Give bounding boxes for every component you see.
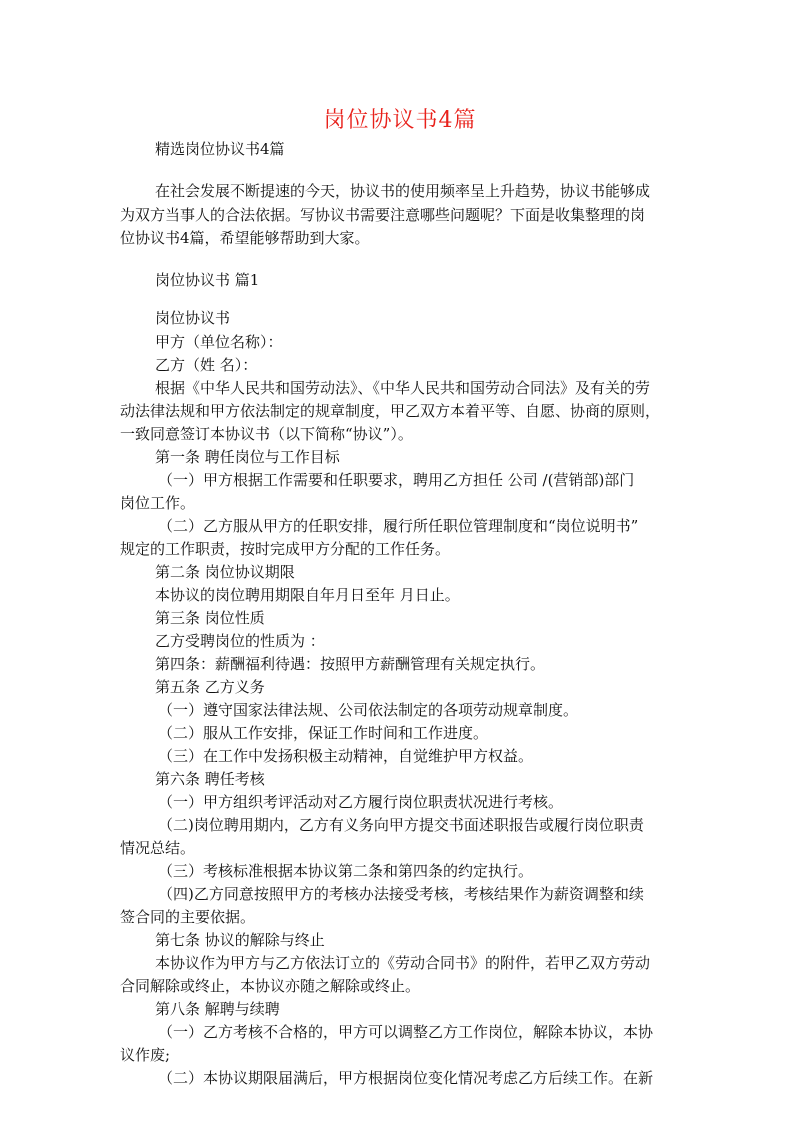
- article-heading: 第八条 解聘与续聘: [155, 1000, 280, 1018]
- body-line: 甲方（单位名称）：: [155, 333, 283, 351]
- article-heading: 第三条 岗位性质: [155, 609, 265, 627]
- body-line: （三）在工作中发扬积极主动精神，自觉维护甲方权益。: [158, 747, 534, 765]
- body-line: （三）考核标准根据本协议第二条和第四条的约定执行。: [158, 862, 534, 880]
- article-heading: 第七条 协议的解除与终止: [155, 931, 325, 949]
- article-heading: 第六条 聘任考核: [155, 770, 265, 788]
- body-line: （二)岗位聘用期内，乙方有义务向甲方提交书面述职报告或履行岗位职责: [158, 816, 644, 834]
- body-line: （一）乙方考核不合格的，甲方可以调整乙方工作岗位，解除本协议，本协: [158, 1023, 654, 1041]
- body-line: （一）遵守国家法律法规、公司依法制定的各项劳动规章制度。: [158, 701, 579, 719]
- body-line: 岗位协议书: [155, 309, 231, 327]
- body-line: 乙方受聘岗位的性质为 ：: [155, 632, 325, 650]
- body-line: （一）甲方根据工作需要和任职要求，聘用乙方担任 公司 /(营销部)部门: [158, 471, 635, 489]
- body-line: 规定的工作职责，按时完成甲方分配的工作任务。: [120, 540, 451, 558]
- body-line: 情况总结。: [120, 839, 196, 857]
- article-heading: 第一条 聘任岗位与工作目标: [155, 448, 340, 466]
- article-heading: 第五条 乙方义务: [155, 678, 265, 696]
- body-line: 合同解除或终止，本协议亦随之解除或终止。: [120, 977, 421, 995]
- intro-line: 位协议书4篇，希望能够帮助到大家。: [120, 229, 370, 247]
- body-line: 岗位工作。: [120, 494, 196, 512]
- intro-line: 为双方当事人的合法依据。写协议书需要注意哪些问题呢？下面是收集整理的岗: [120, 206, 646, 224]
- intro-line: 在社会发展不断提速的今天，协议书的使用频率呈上升趋势，协议书能够成: [155, 182, 651, 200]
- body-line: 根据《中华人民共和国劳动法》、《中华人民共和国劳动合同法》及有关的劳: [155, 379, 651, 397]
- document-subtitle: 精选岗位协议书4篇: [155, 140, 285, 158]
- article-heading: 第二条 岗位协议期限: [155, 563, 295, 581]
- body-line: 议作废;: [120, 1046, 171, 1064]
- body-line: （二）本协议期限届满后，甲方根据岗位变化情况考虑乙方后续工作。在新: [158, 1069, 654, 1087]
- body-line: （二）服从工作安排，保证工作时间和工作进度。: [158, 724, 489, 742]
- body-line: 一致同意签订本协议书（以下简称“协议”）。: [120, 425, 413, 443]
- body-line: （一）甲方组织考评活动对乙方履行岗位职责状况进行考核。: [158, 793, 564, 811]
- body-line: 签合同的主要依据。: [120, 908, 256, 926]
- body-line: 本协议的岗位聘用期限自年月日至年 月日止。: [155, 586, 460, 604]
- section-heading: 岗位协议书 篇1: [155, 271, 260, 289]
- body-line: （二）乙方服从甲方的任职安排，履行所任职位管理制度和“岗位说明书”: [158, 517, 639, 535]
- body-line: 本协议作为甲方与乙方依法订立的《劳动合同书》的附件，若甲乙双方劳动: [155, 954, 651, 972]
- document-title: 岗位协议书4篇: [323, 108, 477, 133]
- body-line: 乙方（姓 名）：: [155, 356, 258, 374]
- body-line: （四)乙方同意按照甲方的考核办法接受考核，考核结果作为薪资调整和续: [158, 885, 644, 903]
- body-line: 动法律法规和甲方依法制定的规章制度，甲乙双方本着平等、自愿、协商的原则，: [120, 402, 661, 420]
- article-heading: 第四条：薪酬福利待遇：按照甲方薪酬管理有关规定执行。: [155, 655, 546, 673]
